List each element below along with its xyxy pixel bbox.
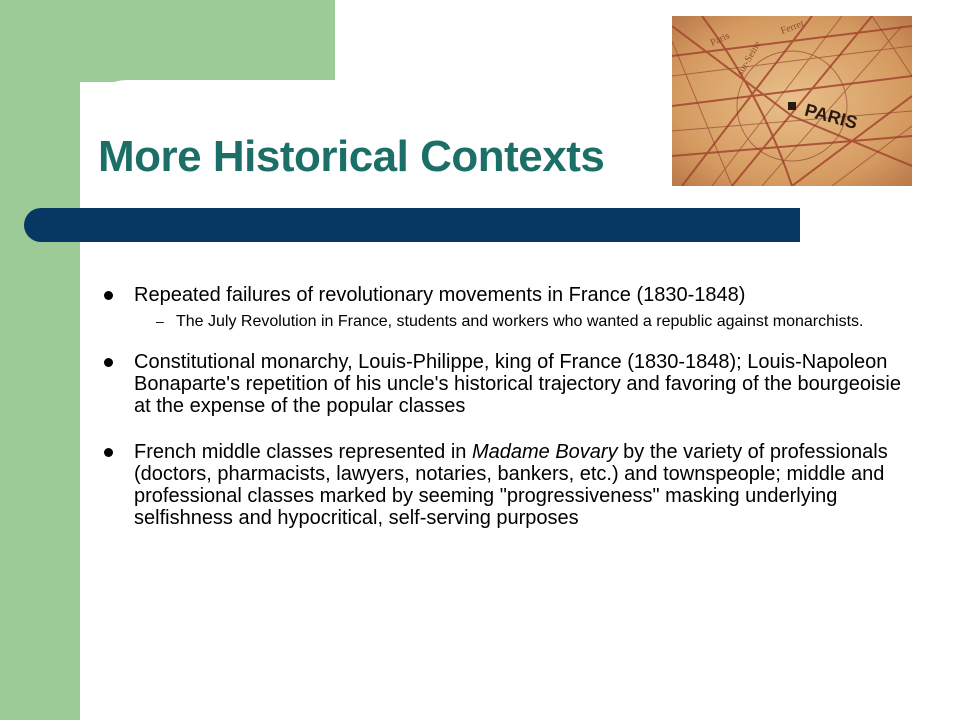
map-pin-marker <box>788 102 796 110</box>
title-divider-bar <box>24 208 800 242</box>
map-street-label: Paris <box>708 30 732 49</box>
bullet-dot-icon <box>104 448 113 457</box>
bullet-item <box>104 351 904 417</box>
sub-bullet-dash: – <box>156 313 164 329</box>
slide-title: More Historical Contexts <box>98 132 605 181</box>
map-paris-label: PARIS <box>802 99 860 133</box>
bullet-text: Constitutional monarchy, Louis-Philippe, king of France (1830-1848); Louis-Napoleon Bonaparte's repetition of his uncle's historical trajectory and favoring of the bourgeoisie at the expense of the popular classes <box>134 351 901 417</box>
sub-bullet-text: The July Revolution in France, students and workers who wanted a republic against monarchists. <box>176 313 864 330</box>
bullet-dot-icon <box>104 358 113 367</box>
map-street-label: Ferret <box>779 18 806 37</box>
sub-bullet-item <box>104 312 904 331</box>
bullet-text: Repeated failures of revolutionary movements in France (1830-1848) <box>134 284 746 306</box>
bullet-item <box>104 284 904 306</box>
bullet-dot-icon <box>104 291 113 300</box>
book-title: Madame Bovary <box>471 441 618 463</box>
paris-map-image <box>672 16 912 186</box>
map-street-label: sur-Seine <box>735 39 764 78</box>
bullet-text-after: by the variety of professionals (doctors, pharmacists, lawyers, notaries, bankers, etc.) and townspeople; middle and professional classes marked by seeming "progressiveness" masking underlying selfishness and hypocritical, self-serving purposes <box>134 441 888 529</box>
top-green-accent <box>80 0 335 82</box>
bullet-text-before: French middle classes represented in <box>134 441 472 463</box>
slide-body <box>104 284 904 529</box>
left-green-accent <box>0 0 80 720</box>
bullet-item <box>104 441 904 529</box>
